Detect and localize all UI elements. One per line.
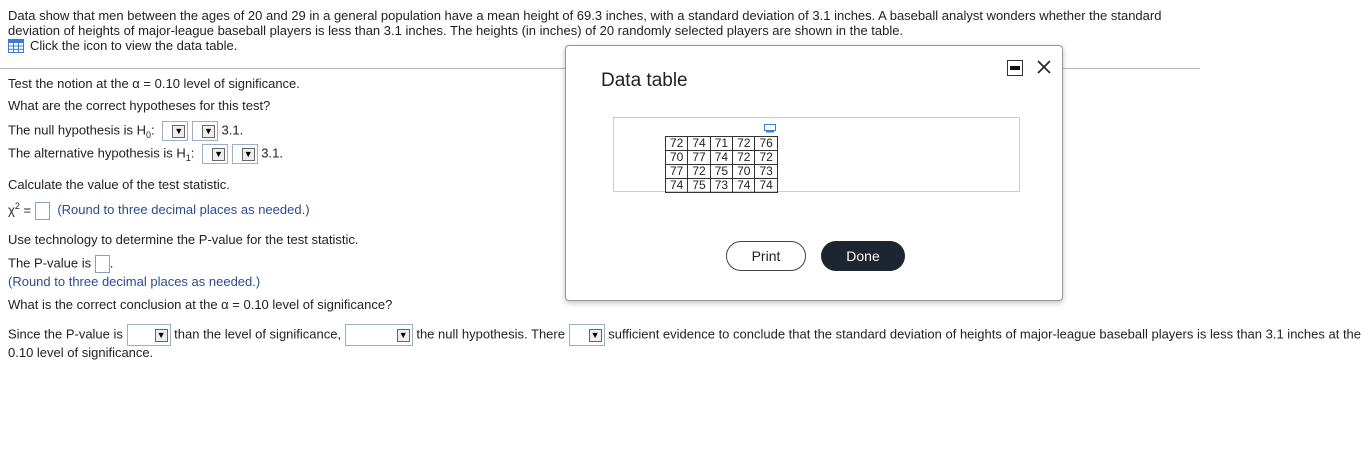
table-cell: 72 [755,151,777,165]
null-operator-dropdown[interactable] [192,121,218,141]
table-link-label[interactable]: Click the icon to view the data table. [30,38,238,53]
chevron-down-icon: ▼ [202,125,215,138]
chevron-down-icon: ▼ [242,148,255,161]
chevron-down-icon: ▼ [589,329,602,342]
alt-colon: : [190,145,195,161]
minimize-button[interactable] [1007,60,1023,76]
pvalue-input[interactable] [95,255,110,273]
minimize-icon [1010,66,1020,70]
done-button[interactable]: Done [821,241,905,271]
table-cell: 72 [733,151,755,165]
table-cell: 74 [755,179,777,193]
pvalue-round-note: (Round to three decimal places as needed.) [8,274,261,289]
conclusion-prompt: What is the correct conclusion at the α = 0.10 level of significance? [8,297,393,312]
than-label: than the level of significance, [174,326,342,342]
data-table-link[interactable] [8,38,237,53]
null-hypothesis-row [8,121,243,141]
null-value: 3.1. [221,122,244,138]
tech-prompt: Use technology to determine the P-value for the test statistic. [8,232,359,247]
null-hypothesis-label: The null hypothesis is H [8,122,147,138]
table-cell: 71 [710,137,732,151]
pvalue-comparison-dropdown[interactable] [127,324,171,346]
null-parameter-dropdown[interactable] [162,121,188,141]
hypotheses-prompt: What are the correct hypotheses for this test? [8,98,271,113]
chevron-down-icon: ▼ [397,329,410,342]
conclusion-row [8,324,1361,346]
chi-round-note: (Round to three decimal places as needed.) [57,202,310,218]
evidence-dropdown[interactable] [569,324,605,346]
table-cell: 75 [688,179,710,193]
table-cell: 74 [710,151,732,165]
close-icon [1035,58,1053,76]
alt-parameter-dropdown[interactable] [202,144,228,164]
chevron-down-icon: ▼ [172,125,185,138]
null-hyp-there-label: the null hypothesis. There [416,326,565,342]
table-cell: 77 [688,151,710,165]
since-label: Since the P-value is [8,326,123,342]
chi-symbol: χ [8,202,15,218]
table-cell: 74 [666,179,688,193]
pvalue-label: The P-value is [8,255,92,271]
table-cell: 73 [755,165,777,179]
reject-decision-dropdown[interactable] [345,324,413,346]
alt-operator-dropdown[interactable] [232,144,258,164]
alt-value: 3.1. [261,145,283,161]
dialog-title: Data table [601,70,688,91]
sufficient-evidence-text: sufficient evidence to conclude that the standard deviation of heights of major-league baseball players is less than 3.1 inches at the [608,326,1361,342]
close-button[interactable] [1035,58,1053,76]
print-button[interactable]: Print [726,241,806,271]
chevron-down-icon: ▼ [212,148,225,161]
alt-hypothesis-label: The alternative hypothesis is H [8,145,186,161]
problem-intro: Data show that men between the ages of 20 and 29 in a general population have a mean height of 69.3 inches, with a standard deviation of 3.1 inches. A baseball analyst wonders whether the standard deviation of heights of major-league baseball players is less than 3.1 inches. The heights (in inches) of 20 randomly selected players are shown in the table. [8,8,1162,38]
table-row [666,137,778,151]
table-row [666,165,778,179]
table-cell: 75 [710,165,732,179]
table-cell: 76 [755,137,777,151]
table-icon[interactable] [8,39,24,53]
alt-hypothesis-row [8,144,283,164]
null-subscript: 0 [146,130,152,141]
table-row [666,151,778,165]
copy-icon[interactable] [764,124,776,133]
table-cell: 74 [688,137,710,151]
table-cell: 72 [666,137,688,151]
data-table-dialog [565,45,1063,301]
sig-level-end: 0.10 level of significance. [8,345,154,360]
chi-square-input[interactable] [35,202,50,220]
table-cell: 70 [666,151,688,165]
chi-square-row [8,201,310,220]
table-row [666,179,778,193]
table-cell: 70 [733,165,755,179]
table-cell: 77 [666,165,688,179]
pvalue-period: . [109,255,114,271]
table-cell: 72 [733,137,755,151]
chi-equals: = [23,202,32,218]
calc-prompt: Calculate the value of the test statistic. [8,177,230,192]
alt-subscript: 1 [185,153,191,164]
chi-superscript: 2 [14,201,20,211]
chevron-down-icon: ▼ [155,329,168,342]
table-cell: 74 [733,179,755,193]
table-cell: 72 [688,165,710,179]
table-cell: 73 [710,179,732,193]
pvalue-row [8,255,113,273]
data-table-panel [613,117,1020,192]
heights-table [665,136,778,193]
null-colon: : [151,122,155,138]
test-notion-text: Test the notion at the α = 0.10 level of significance. [8,76,300,91]
